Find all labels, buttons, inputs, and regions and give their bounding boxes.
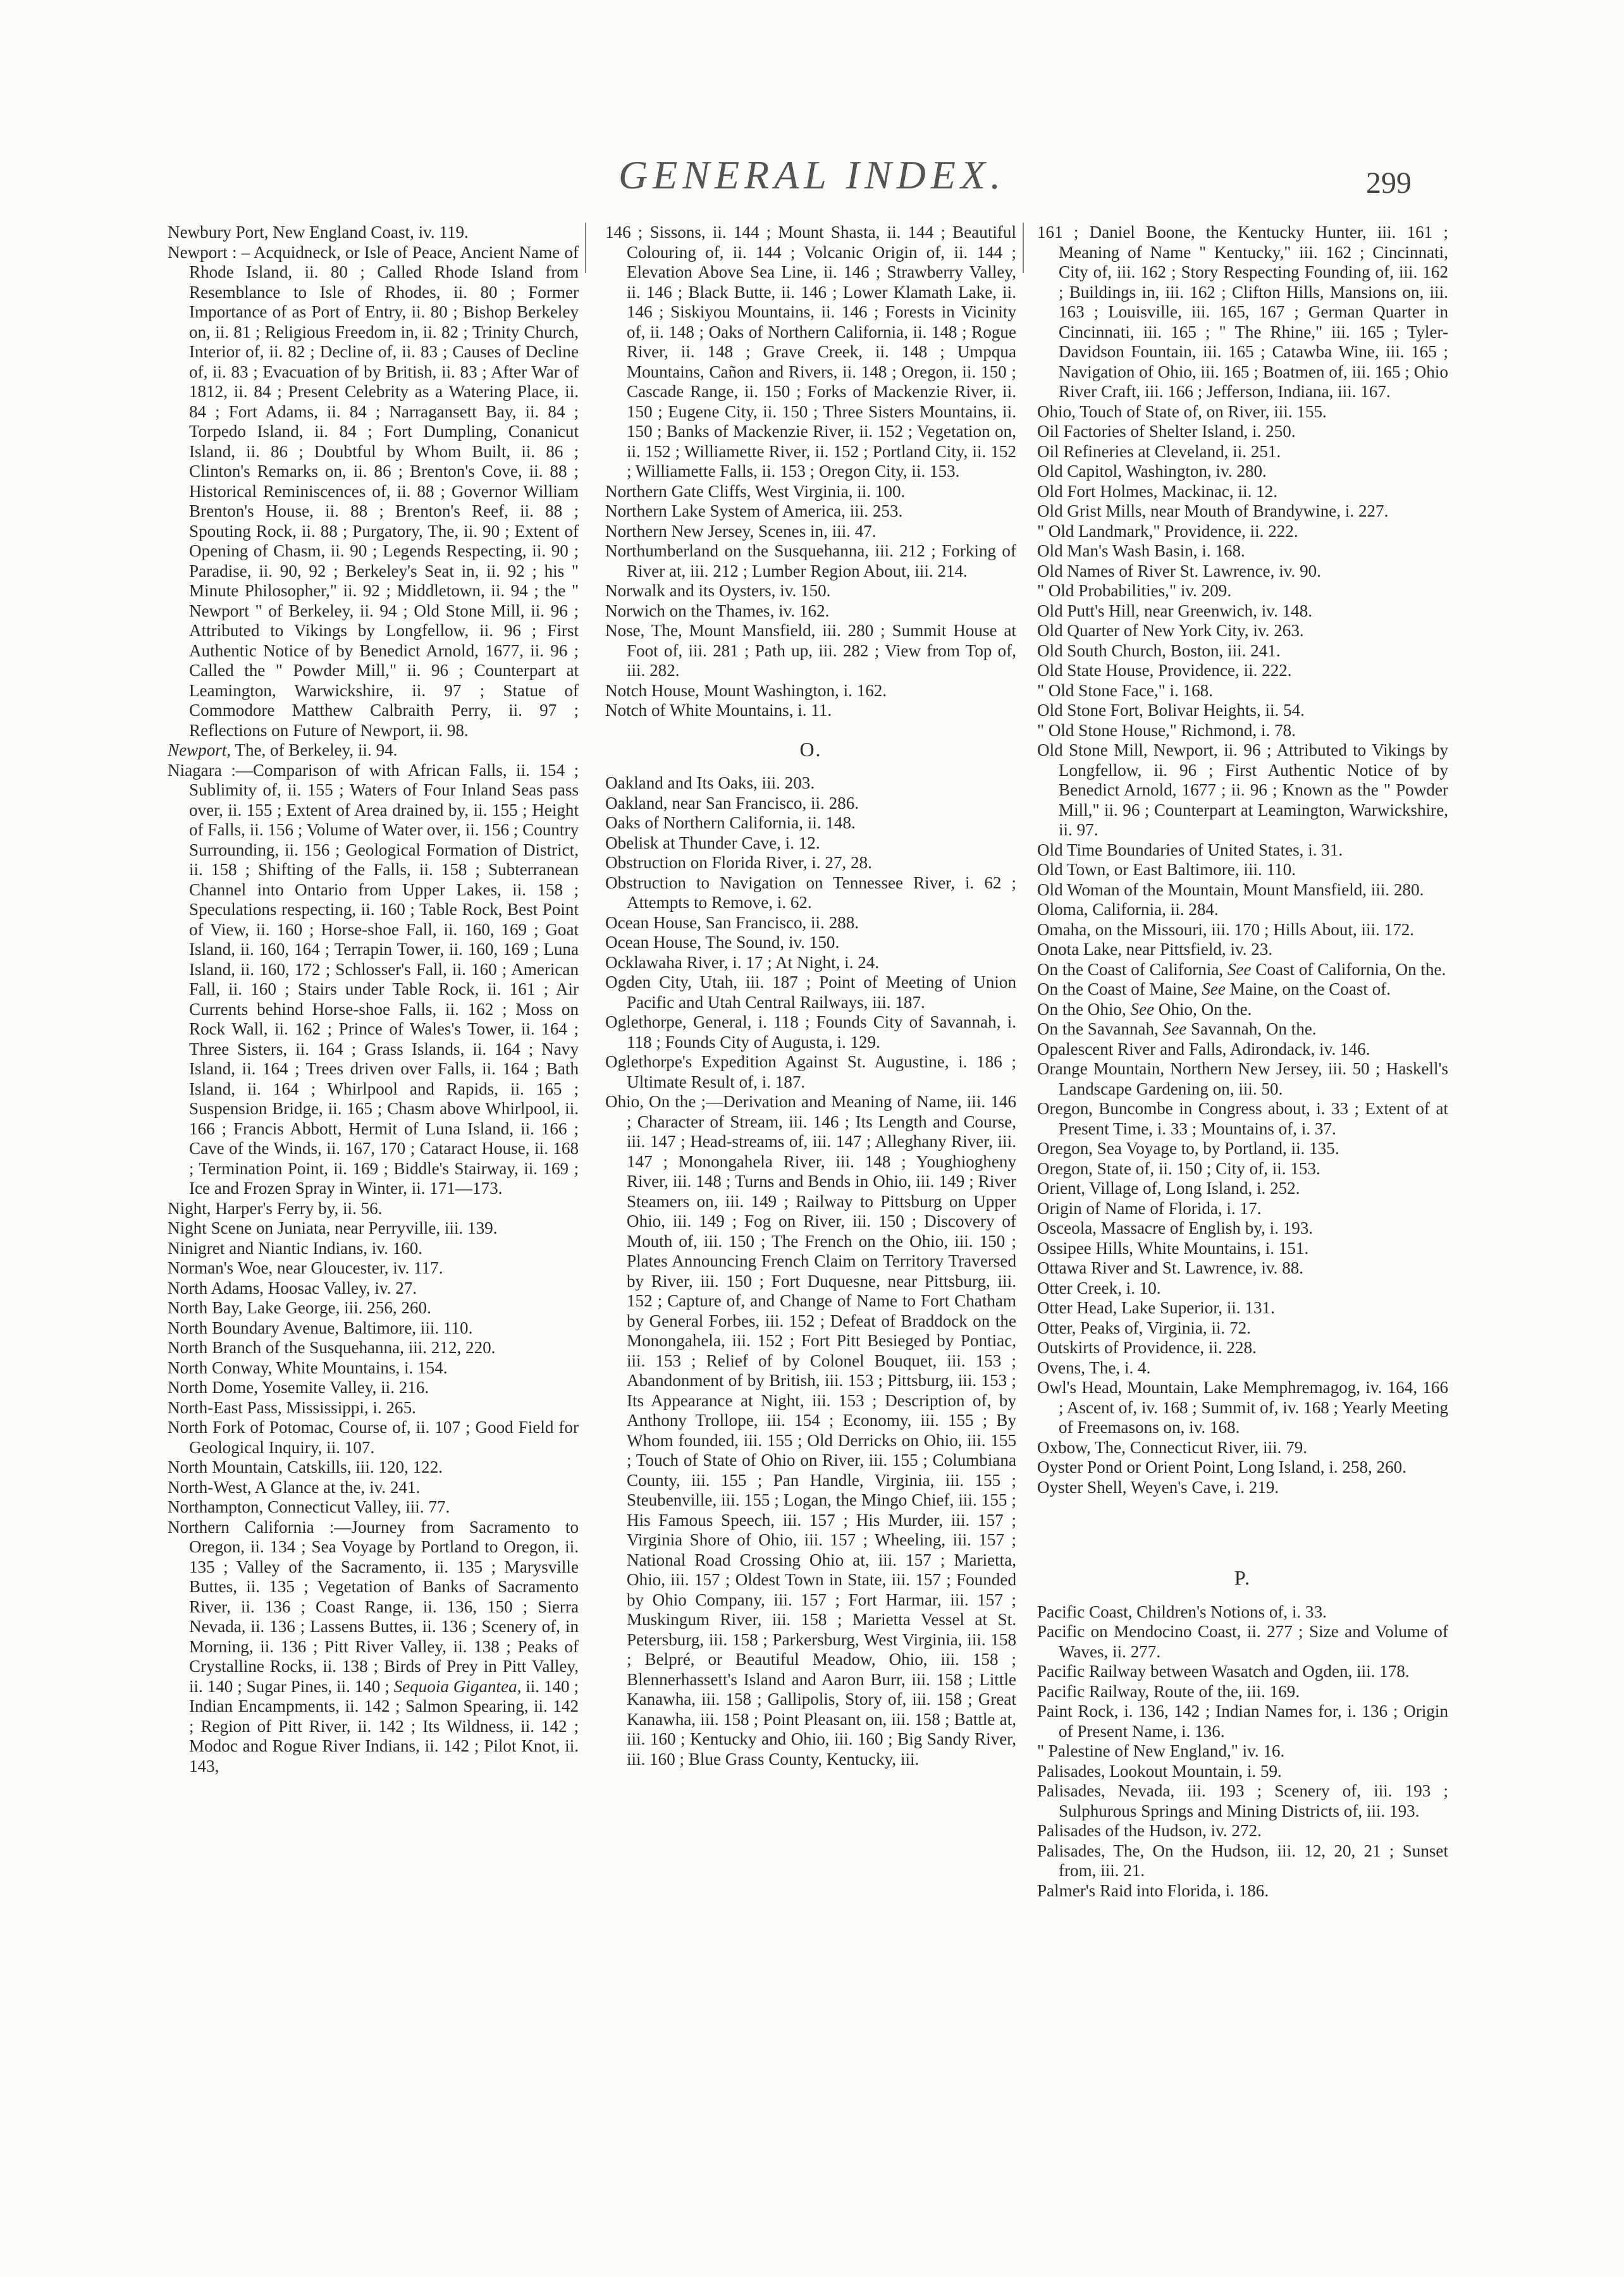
index-entry-text: Northern California :—Journey from Sacramento to Oregon, ii. 134 ; Sea Voyage by Portland to Oregon, ii. 135 ; Valley of the Sacramento, ii. 135 ; Marysville Buttes, ii. 135 ; Vegetation of Banks of Sacramento River, ii. 136 ; Coast Range, ii. 136, 150 ; Sierra Nevada, ii. 136 ; Lassens Buttes, ii. 136 ; Scenery of, in Morning, ii. 136 ; Pitt River Valley, ii. 138 ; Peaks of Crystalline Rocks, ii. 138 ; Birds of Prey in Pitt Valley, ii. 140 ; Sugar Pines, ii. 140 ; <box>168 1517 579 1696</box>
index-entry-text: North Dome, Yosemite Valley, ii. 216. <box>168 1378 429 1397</box>
index-entry <box>1037 1019 1448 1040</box>
index-entry-italic: See <box>1162 1019 1187 1038</box>
index-entry-text: Old Fort Holmes, Mackinac, ii. 12. <box>1037 481 1278 501</box>
index-entry <box>1037 960 1448 980</box>
index-entry <box>605 913 1016 933</box>
index-entry <box>1037 840 1448 861</box>
index-entry-text: Oglethorpe's Expedition Against St. Augustine, i. 186 ; Ultimate Result of, i. 187. <box>605 1052 1016 1091</box>
page-number: 299 <box>1366 166 1412 200</box>
index-entry-text: Pacific on Mendocino Coast, ii. 277 ; Size and Volume of Waves, ii. 277. <box>1037 1622 1448 1661</box>
index-entry-text: Omaha, on the Missouri, iii. 170 ; Hills About, iii. 172. <box>1037 919 1415 939</box>
index-entry <box>1037 442 1448 462</box>
index-entry <box>1037 1821 1448 1841</box>
page-header <box>0 152 1624 209</box>
index-entry-text: Oyster Shell, Weyen's Cave, i. 219. <box>1037 1477 1279 1497</box>
index-entry-text: Old Stone Mill, Newport, ii. 96 ; Attributed to Vikings by Longfellow, ii. 96 ; First Authentic Notice of by Benedict Arnold, 1677 ; ii. 96 ; Known as the " Powder Mill," ii. 96 ; Counterpart at Leamington, Warwickshire, ii. 97. <box>1037 740 1448 839</box>
index-entry-text: The, of Berkeley, ii. 94. <box>231 740 398 759</box>
index-entry-text: Oregon, Buncombe in Congress about, i. 33 ; Extent of at Present Time, i. 33 ; Mountains of, i. 37. <box>1037 1099 1448 1138</box>
index-entry <box>1037 701 1448 721</box>
index-entry-text: Opalescent River and Falls, Adirondack, iv. 146. <box>1037 1039 1370 1059</box>
index-entry <box>605 773 1016 794</box>
index-entry-text: ii. 140 ; Indian Encampments, ii. 142 ; Salmon Spearing, ii. 142 ; Region of Pitt River, ii. 142 ; Its Wildness, ii. 142 ; Modoc and Rogue River Indians, ii. 142 ; Pilot Knot, ii. 143, <box>189 1676 579 1776</box>
index-entry <box>1037 1179 1448 1199</box>
index-entry <box>1037 1239 1448 1259</box>
index-entry <box>1037 1040 1448 1060</box>
index-entry-text: Oregon, Sea Voyage to, by Portland, ii. 135. <box>1037 1139 1339 1158</box>
index-entry-text: North Bay, Lake George, iii. 256, 260. <box>168 1298 431 1317</box>
index-entry-text: Old Stone Fort, Bolivar Heights, ii. 54. <box>1037 701 1305 720</box>
index-entry <box>605 953 1016 973</box>
index-entry <box>605 1052 1016 1092</box>
index-entry-text: Norwich on the Thames, iv. 162. <box>605 601 830 620</box>
index-entry <box>605 1012 1016 1052</box>
index-entry <box>1037 501 1448 522</box>
index-entry <box>605 522 1016 542</box>
index-entry-text: Oakland, near San Francisco, ii. 286. <box>605 793 859 813</box>
index-entry-text: Notch House, Mount Washington, i. 162. <box>605 680 887 700</box>
index-entry-text: Ocklawaha River, i. 17 ; At Night, i. 24. <box>605 952 880 972</box>
index-entry <box>605 621 1016 681</box>
index-entry-text: Norwalk and its Oysters, iv. 150. <box>605 581 831 600</box>
index-entry <box>1037 422 1448 442</box>
index-entry <box>168 761 579 1199</box>
index-entry-text: Ovens, The, i. 4. <box>1037 1358 1151 1377</box>
index-entry <box>1037 621 1448 641</box>
index-entry-text: Ottawa River and St. Lawrence, iv. 88. <box>1037 1258 1304 1277</box>
index-entry-text: Newbury Port, New England Coast, iv. 119. <box>168 223 469 242</box>
section-letter-heading: P. <box>1234 1566 1252 1589</box>
index-entry <box>168 1418 579 1458</box>
index-entry <box>1037 641 1448 661</box>
index-entry <box>1037 1279 1448 1299</box>
index-entry <box>168 1398 579 1418</box>
index-entry <box>1037 581 1448 601</box>
index-entry <box>1037 1258 1448 1279</box>
index-entry-italic: Sequoia Gigantea, <box>393 1676 522 1696</box>
index-entry-text: North Boundary Avenue, Baltimore, iii. 110. <box>168 1318 473 1337</box>
index-entry <box>1037 1378 1448 1438</box>
index-entry-text: Owl's Head, Mountain, Lake Memphremagog, iv. 164, 166 ; Ascent of, iv. 168 ; Summit of, iv. 168 ; Yearly Meeting of Freemasons on, iv. 168. <box>1037 1378 1448 1437</box>
index-entry-text: Oaks of Northern California, ii. 148. <box>605 813 856 832</box>
index-entry-text: On the Savannah, <box>1037 1019 1163 1038</box>
index-entry <box>605 482 1016 502</box>
index-entry-text: Palisades, Nevada, iii. 193 ; Scenery of, iii. 193 ; Sulphurous Springs and Mining Districts of, iii. 193. <box>1037 1781 1448 1820</box>
index-entry <box>168 1478 579 1498</box>
index-entry <box>1037 1358 1448 1378</box>
index-entry-text: Northern New Jersey, Scenes in, iii. 47. <box>605 521 877 541</box>
index-entry-text: Old Grist Mills, near Mouth of Brandywine, i. 227. <box>1037 501 1389 520</box>
index-entry <box>1037 900 1448 920</box>
index-entry <box>605 581 1016 601</box>
index-entry-text: Palisades, The, On the Hudson, iii. 12, 20, 21 ; Sunset from, iii. 21. <box>1037 1841 1448 1880</box>
index-entry <box>1037 940 1448 960</box>
index-entry-text: Orange Mountain, Northern New Jersey, iii. 50 ; Haskell's Landscape Gardening on, iii. 50. <box>1037 1059 1448 1098</box>
index-entry-text: Oyster Pond or Orient Point, Long Island, i. 258, 260. <box>1037 1458 1406 1476</box>
index-entry-text: Old Time Boundaries of United States, i. 31. <box>1037 840 1343 859</box>
index-entry <box>1037 1338 1448 1358</box>
index-entry-text: Old State House, Providence, ii. 222. <box>1037 661 1292 680</box>
index-entry <box>168 1458 579 1478</box>
index-entry <box>605 601 1016 622</box>
index-entry-text: Palmer's Raid into Florida, i. 186. <box>1037 1881 1269 1900</box>
index-entry-text: North Branch of the Susquehanna, iii. 212, 220. <box>168 1338 496 1357</box>
index-entry-text: Oil Factories of Shelter Island, i. 250. <box>1037 422 1296 441</box>
index-entry-text: Old Man's Wash Basin, i. 168. <box>1037 541 1245 560</box>
index-entry-text: Orient, Village of, Long Island, i. 252. <box>1037 1179 1300 1198</box>
index-entry <box>605 681 1016 701</box>
index-entry <box>1037 1682 1448 1702</box>
index-entry-text: Old South Church, Boston, iii. 241. <box>1037 641 1281 660</box>
index-entry-text: Oregon, State of, ii. 150 ; City of, ii. 153. <box>1037 1158 1320 1178</box>
index-entry <box>168 1378 579 1398</box>
index-entry-text: Old Capitol, Washington, iv. 280. <box>1037 462 1267 481</box>
index-entry <box>1037 1000 1448 1020</box>
index-entry-text: Notch of White Mountains, i. 11. <box>605 701 832 720</box>
column-divider <box>1023 223 1024 273</box>
index-entry <box>1037 1881 1448 1901</box>
index-entry <box>168 1279 579 1299</box>
index-entry-text: 161 ; Daniel Boone, the Kentucky Hunter, iii. 161 ; Meaning of Name " Kentucky," iii. 162 ; Cincinnati, City of, iii. 162 ; Story Respecting Founding of, iii. 162 ; Buildings in, iii. 162 ; Clifton Hills, Mansions on, iii. 163 ; Louisville, iii. 165, 167 ; German Quarter in Cincinnati, iii. 165 ; " The Rhine," iii. 165 ; Tyler-Davidson Fountain, iii. 165 ; Catawba Wine, iii. 165 ; Navigation of Ohio, iii. 165 ; Boatmen of, iii. 165 ; Ohio River Craft, iii. 166 ; Jefferson, Indiana, iii. 167. <box>1037 223 1448 401</box>
index-column-3 <box>1037 223 1448 1901</box>
index-entry-text: Oil Refineries at Cleveland, ii. 251. <box>1037 441 1281 461</box>
index-entry <box>1037 402 1448 422</box>
index-entry <box>168 1298 579 1318</box>
index-entry <box>168 1497 579 1518</box>
index-entry <box>605 501 1016 522</box>
index-entry <box>168 740 579 761</box>
index-entry <box>605 794 1016 814</box>
index-entry-text: " Old Probabilities," iv. 209. <box>1037 581 1232 600</box>
index-entry-text: Northern Gate Cliffs, West Virginia, ii. 100. <box>605 481 906 501</box>
index-entry <box>1037 1199 1448 1219</box>
index-entry-text: 146 ; Sissons, ii. 144 ; Mount Shasta, ii. 144 ; Beautiful Colouring of, ii. 144 ; Volcanic Origin of, ii. 144 ; Elevation Above Sea Line, ii. 146 ; Strawberry Valley, ii. 146 ; Black Butte, ii. 146 ; Lower Klamath Lake, ii. 146 ; Siskiyou Mountains, ii. 146 ; Forests in Vicinity of, ii. 148 ; Oaks of Northern California, ii. 148 ; Rogue River, ii. 148 ; Grave Creek, ii. 148 ; Umpqua Mountains, Cañon and Rivers, ii. 148 ; Oregon, ii. 150 ; Cascade Range, ii. 150 ; Forks of Mackenzie River, ii. 150 ; Eugene City, ii. 150 ; Three Sisters Mountains, ii. 150 ; Banks of Mackenzie River, ii. 152 ; Vegetation on, ii. 152 ; Williamette River, ii. 152 ; Portland City, ii. 152 ; Williamette Falls, ii. 153 ; Oregon City, ii. 153. <box>605 223 1016 481</box>
index-entry-text: Northumberland on the Susquehanna, iii. 212 ; Forking of River at, iii. 212 ; Lumber Region About, iii. 214. <box>605 541 1016 580</box>
index-entry-text: " Old Stone Face," i. 168. <box>1037 680 1213 700</box>
index-entry-text: North Fork of Potomac, Course of, ii. 107 ; Good Field for Geological Inquiry, ii. 107. <box>168 1418 579 1457</box>
index-entry-text: Otter Head, Lake Superior, ii. 131. <box>1037 1298 1275 1317</box>
index-entry <box>1037 462 1448 482</box>
index-entry-text: Pacific Coast, Children's Notions of, i. 33. <box>1037 1602 1327 1621</box>
index-entry-text: Maine, on the Coast of. <box>1225 979 1391 998</box>
index-entry <box>1037 1478 1448 1498</box>
index-entry-text: Palisades, Lookout Mountain, i. 59. <box>1037 1761 1282 1781</box>
index-entry-text: On the Coast of Maine, <box>1037 979 1202 998</box>
index-entry-text: Night Scene on Juniata, near Perryville, iii. 139. <box>168 1218 498 1237</box>
index-entry-text: Oxbow, The, Connecticut River, iii. 79. <box>1037 1437 1308 1457</box>
index-entry-text: Palisades of the Hudson, iv. 272. <box>1037 1821 1262 1840</box>
index-entry-text: Old Town, or East Baltimore, iii. 110. <box>1037 860 1296 879</box>
index-entry-text: Ocean House, San Francisco, ii. 288. <box>605 912 859 932</box>
index-entry <box>605 1092 1016 1769</box>
index-entry <box>1037 1438 1448 1458</box>
index-entry <box>605 853 1016 873</box>
index-entry-text: Norman's Woe, near Gloucester, iv. 117. <box>168 1258 443 1277</box>
index-entry-text: Osceola, Massacre of English by, i. 193. <box>1037 1218 1313 1237</box>
index-entry-text: Obelisk at Thunder Cave, i. 12. <box>605 833 820 852</box>
index-entry-text: Ocean House, The Sound, iv. 150. <box>605 933 840 952</box>
index-entry <box>1037 860 1448 880</box>
index-entry <box>1037 1841 1448 1881</box>
column-divider <box>585 223 586 273</box>
index-entry <box>1037 1159 1448 1179</box>
index-entry <box>1037 979 1448 1000</box>
index-entry-text: " Palestine of New England," iv. 16. <box>1037 1741 1285 1760</box>
index-entry <box>1037 601 1448 622</box>
index-entry <box>168 1239 579 1259</box>
index-entry-text: Night, Harper's Ferry by, ii. 56. <box>168 1198 383 1218</box>
index-entry-text: Northern Lake System of America, iii. 253. <box>605 501 903 520</box>
index-entry-text: " Old Stone House," Richmond, i. 78. <box>1037 720 1296 740</box>
index-entry-text: North Mountain, Catskills, iii. 120, 122. <box>168 1458 443 1476</box>
index-entry <box>168 1338 579 1358</box>
index-entry <box>1037 1762 1448 1782</box>
index-entry-text: Origin of Name of Florida, i. 17. <box>1037 1198 1262 1218</box>
index-entry-text: On the Coast of California, <box>1037 959 1227 979</box>
index-entry-text: Ogden City, Utah, iii. 187 ; Point of Meeting of Union Pacific and Utah Central Railways, iii. 187. <box>605 973 1016 1012</box>
index-entry-text: Onota Lake, near Pittsfield, iv. 23. <box>1037 940 1273 959</box>
index-column-1 <box>168 223 579 1776</box>
index-entry <box>605 223 1016 482</box>
index-entry <box>605 813 1016 833</box>
index-entry <box>1037 223 1448 402</box>
index-entry <box>605 833 1016 854</box>
index-entry-text: Old Quarter of New York City, iv. 263. <box>1037 621 1304 640</box>
index-entry <box>1037 1059 1448 1099</box>
index-entry <box>1037 740 1448 840</box>
index-entry <box>168 1318 579 1339</box>
index-entry-text: Old Names of River St. Lawrence, iv. 90. <box>1037 561 1321 580</box>
index-entry-text: Otter, Peaks of, Virginia, ii. 72. <box>1037 1318 1251 1337</box>
index-entry-italic: See <box>1227 959 1252 979</box>
index-entry <box>168 1199 579 1219</box>
index-entry <box>1037 522 1448 542</box>
index-entry <box>1037 482 1448 502</box>
index-entry-text: Ohio, On the ;—Derivation and Meaning of Name, iii. 146 ; Character of Stream, iii. 146 ; Its Length and Course, iii. 147 ; Head-streams of, iii. 147 ; Alleghany River, iii. 147 ; Monongahela River, iii. 148 ; Youghiogheny River, iii. 148 ; Turns and Bends in Ohio, iii. 149 ; River Steamers on, iii. 149 ; Railway to Pittsburg on Upper Ohio, iii. 149 ; Fog on River, iii. 150 ; Discovery of Mouth of, iii. 150 ; The French on the Ohio, iii. 150 ; Plates Announcing French Claim on Territory Traversed by River, iii. 150 ; Fort Duquesne, near Pittsburg, iii. 152 ; Capture of, and Change of Name to Fort Chatham by General Forbes, iii. 152 ; Defeat of Braddock on the Monongahela, iii. 152 ; Fort Pitt Besieged by Pontiac, iii. 153 ; Relief of by Colonel Bouquet, iii. 153 ; Abandonment of by British, iii. 153 ; Pittsburg, iii. 153 ; Its Appearance at Night, iii. 153 ; Description of, by Anthony Trollope, iii. 154 ; Economy, iii. 155 ; By Whom founded, iii. 155 ; Old Derricks on Ohio, iii. 155 ; Touch of State of Ohio on River, iii. 155 ; Columbiana County, iii. 155 ; Pan Handle, Virginia, iii. 155 ; Steubenville, iii. 155 ; Logan, the Mingo Chief, iii. 155 ; His Famous Speech, iii. 157 ; His Murder, iii. 157 ; Virginia Shore of Ohio, iii. 157 ; Wheeling, iii. 157 ; National Road Crossing Ohio at, iii. 157 ; Marietta, Ohio, iii. 157 ; Oldest Town in State, iii. 157 ; Founded by Ohio Company, iii. 157 ; Fort Harmar, iii. 157 ; Muskingum River, iii. 158 ; Marietta Vessel at St. Petersburg, iii. 158 ; Parkersburg, West Virginia, iii. 158 ; Belpré, or Beautiful Meadow, Ohio, iii. 158 ; Blennerhassett's Island and Aaron Burr, iii. 158 ; Little Kanawha, iii. 158 ; Gallipolis, Story of, iii. 158 ; Great Kanawha, iii. 158 ; Point Pleasant on, iii. 158 ; Battle at, iii. 160 ; Kentucky and Ohio, iii. 160 ; Big Sandy River, iii. 160 ; Blue Grass County, Kentucky, iii. <box>605 1092 1016 1769</box>
index-entry <box>1037 1741 1448 1762</box>
index-entry <box>1037 920 1448 940</box>
index-entry <box>605 701 1016 721</box>
index-entry-text: Niagara :—Comparison of with African Falls, ii. 154 ; Sublimity of, ii. 155 ; Waters of Four Inland Seas pass over, ii. 155 ; Extent of Area drained by, ii. 155 ; Height of Falls, ii. 156 ; Volume of Water over, ii. 156 ; Country Surrounding, ii. 156 ; Geological Formation of District, ii. 158 ; Shifting of the Falls, ii. 158 ; Subterranean Channel into Ontario from Upper Lakes, ii. 158 ; Speculations respecting, ii. 160 ; Table Rock, Best Point of View, ii. 160 ; Horse-shoe Fall, ii. 160, 169 ; Goat Island, ii. 160, 164 ; Terrapin Tower, ii. 160, 169 ; Luna Island, ii. 160, 172 ; Schlosser's Fall, ii. 160 ; American Fall, ii. 160 ; Stairs under Table Rock, ii. 161 ; Air Currents behind Horse-shoe Falls, ii. 162 ; Moss on Rock Wall, ii. 162 ; Prince of Wales's Tower, ii. 164 ; Three Sisters, ii. 164 ; Grass Islands, ii. 164 ; Navy Island, ii. 164 ; Trees driven over Falls, ii. 164 ; Bath Island, ii. 164 ; Whirlpool and Rapids, ii. 165 ; Suspension Bridge, ii. 165 ; Chasm above Whirlpool, ii. 166 ; Francis Abbott, Hermit of Luna Island, ii. 166 ; Cave of the Winds, ii. 167, 170 ; Cataract House, ii. 168 ; Termination Point, ii. 169 ; Biddle's Stairway, ii. 169 ; Ice and Frozen Spray in Winter, ii. 171—173. <box>168 760 579 1198</box>
index-entry <box>1037 1218 1448 1239</box>
index-entry <box>168 1258 579 1279</box>
index-entry-text: Old Putt's Hill, near Greenwich, iv. 148. <box>1037 601 1313 620</box>
index-entry-text: Newport : – Acquidneck, or Isle of Peace, Ancient Name of Rhode Island, ii. 80 ; Called Rhode Island from Resemblance to Isle of Rhodes, ii. 80 ; Former Importance of as Port of Entry, ii. 80 ; Bishop Berkeley on, ii. 81 ; Religious Freedom in, ii. 82 ; Trinity Church, Interior of, ii. 82 ; Decline of, ii. 83 ; Causes of Decline of, ii. 83 ; Evacuation of by British, ii. 83 ; After War of 1812, ii. 84 ; Present Celebrity as a Watering Place, ii. 84 ; Fort Adams, ii. 84 ; Narragansett Bay, ii. 84 ; Torpedo Island, ii. 84 ; Fort Dumpling, Conanicut Island, ii. 86 ; Doubtful by Whom Built, ii. 86 ; Clinton's Remarks on, ii. 86 ; Brenton's Cove, ii. 88 ; Historical Reminiscences of, ii. 88 ; Governor William Brenton's House, ii. 88 ; Brenton's Reef, ii. 88 ; Spouting Rock, ii. 88 ; Purgatory, The, ii. 90 ; Extent of Opening of Chasm, ii. 90 ; Legends Respecting, ii. 90 ; Paradise, ii. 90, 92 ; Berkeley's Seat in, ii. 92 ; his " Minute Philosopher," ii. 92 ; Middletown, ii. 94 ; the " Newport " of Berkeley, ii. 94 ; Old Stone Mill, ii. 96 ; Attributed to Vikings by Longfellow, ii. 96 ; First Authentic Notice of by Benedict Arnold, 1677, ii. 96 ; Called the " Powder Mill," ii. 96 ; Counterpart at Leamington, Warwickshire, ii. 97 ; Statue of Commodore Matthew Calbraith Perry, ii. 97 ; Reflections on Future of Newport, ii. 98. <box>168 242 579 740</box>
index-entry-text: Nose, The, Mount Mansfield, iii. 280 ; Summit House at Foot of, iii. 281 ; Path up, iii. 282 ; View from Top of, iii. 282. <box>605 621 1016 680</box>
index-entry <box>605 873 1016 913</box>
index-entry-text: Pacific Railway between Wasatch and Ogden, iii. 178. <box>1037 1662 1410 1681</box>
index-entry <box>168 1358 579 1378</box>
index-entry-italic: See <box>1202 979 1226 998</box>
index-entry <box>1037 1139 1448 1159</box>
index-entry-text: North Conway, White Mountains, i. 154. <box>168 1358 448 1377</box>
index-column-2 <box>605 223 1016 1769</box>
index-entry <box>1037 1662 1448 1682</box>
index-entry-text: Old Woman of the Mountain, Mount Mansfield, iii. 280. <box>1037 880 1424 899</box>
index-entry <box>605 541 1016 581</box>
index-entry-text: Otter Creek, i. 10. <box>1037 1278 1161 1298</box>
index-entry-text: Oglethorpe, General, i. 118 ; Founds City of Savannah, i. 118 ; Founds City of Augusta, i. 129. <box>605 1012 1016 1052</box>
index-entry-text: Ossipee Hills, White Mountains, i. 151. <box>1037 1238 1309 1258</box>
index-entry <box>1037 1702 1448 1741</box>
index-entry <box>1037 562 1448 582</box>
page-title: GENERAL INDEX. <box>618 152 1006 197</box>
index-entry-text: Obstruction on Florida River, i. 27, 28. <box>605 853 872 872</box>
index-entry-text: Coast of California, On the. <box>1251 959 1446 979</box>
index-entry-text: North-East Pass, Mississippi, i. 265. <box>168 1397 416 1417</box>
index-entry-text: Savannah, On the. <box>1186 1019 1317 1038</box>
index-entry <box>1037 1602 1448 1623</box>
index-entry <box>168 243 579 741</box>
index-entry-text: Paint Rock, i. 136, 142 ; Indian Names for, i. 136 ; Origin of Present Name, i. 136. <box>1037 1702 1448 1741</box>
index-entry-text: Outskirts of Providence, ii. 228. <box>1037 1338 1257 1357</box>
index-entry-text: On the Ohio, <box>1037 999 1131 1019</box>
index-entry-text: Ohio, On the. <box>1154 999 1252 1019</box>
index-entry <box>168 1218 579 1239</box>
index-entry-italic: See <box>1130 999 1155 1019</box>
index-entry-italic: Newport, <box>168 740 231 759</box>
index-entry-text: Oakland and Its Oaks, iii. 203. <box>605 773 815 792</box>
index-entry-text: Northampton, Connecticut Valley, iii. 77. <box>168 1497 450 1516</box>
index-entry-text: Ninigret and Niantic Indians, iv. 160. <box>168 1238 423 1258</box>
index-entry <box>168 1518 579 1777</box>
index-entry <box>1037 541 1448 562</box>
index-entry-text: " Old Landmark," Providence, ii. 222. <box>1037 521 1298 541</box>
index-entry <box>1037 880 1448 900</box>
section-letter-heading: O. <box>799 737 822 761</box>
index-entry <box>1037 1458 1448 1478</box>
index-entry <box>168 223 579 243</box>
index-entry <box>1037 1099 1448 1139</box>
index-entry <box>1037 1318 1448 1339</box>
index-entry <box>1037 661 1448 681</box>
index-entry <box>605 973 1016 1012</box>
index-entry <box>1037 681 1448 701</box>
index-entry <box>1037 1298 1448 1318</box>
index-entry <box>605 933 1016 953</box>
index-entry-text: North Adams, Hoosac Valley, iv. 27. <box>168 1278 417 1298</box>
index-entry-text: Pacific Railway, Route of the, iii. 169. <box>1037 1681 1300 1701</box>
index-entry-text: Oloma, California, ii. 284. <box>1037 900 1219 919</box>
index-entry <box>1037 1622 1448 1662</box>
index-entry-text: Obstruction to Navigation on Tennessee River, i. 62 ; Attempts to Remove, i. 62. <box>605 873 1016 912</box>
index-entry <box>1037 1781 1448 1821</box>
index-entry-text: Ohio, Touch of State of, on River, iii. 155. <box>1037 402 1327 421</box>
index-entry-text: North-West, A Glance at the, iv. 241. <box>168 1477 421 1497</box>
index-entry <box>1037 721 1448 741</box>
